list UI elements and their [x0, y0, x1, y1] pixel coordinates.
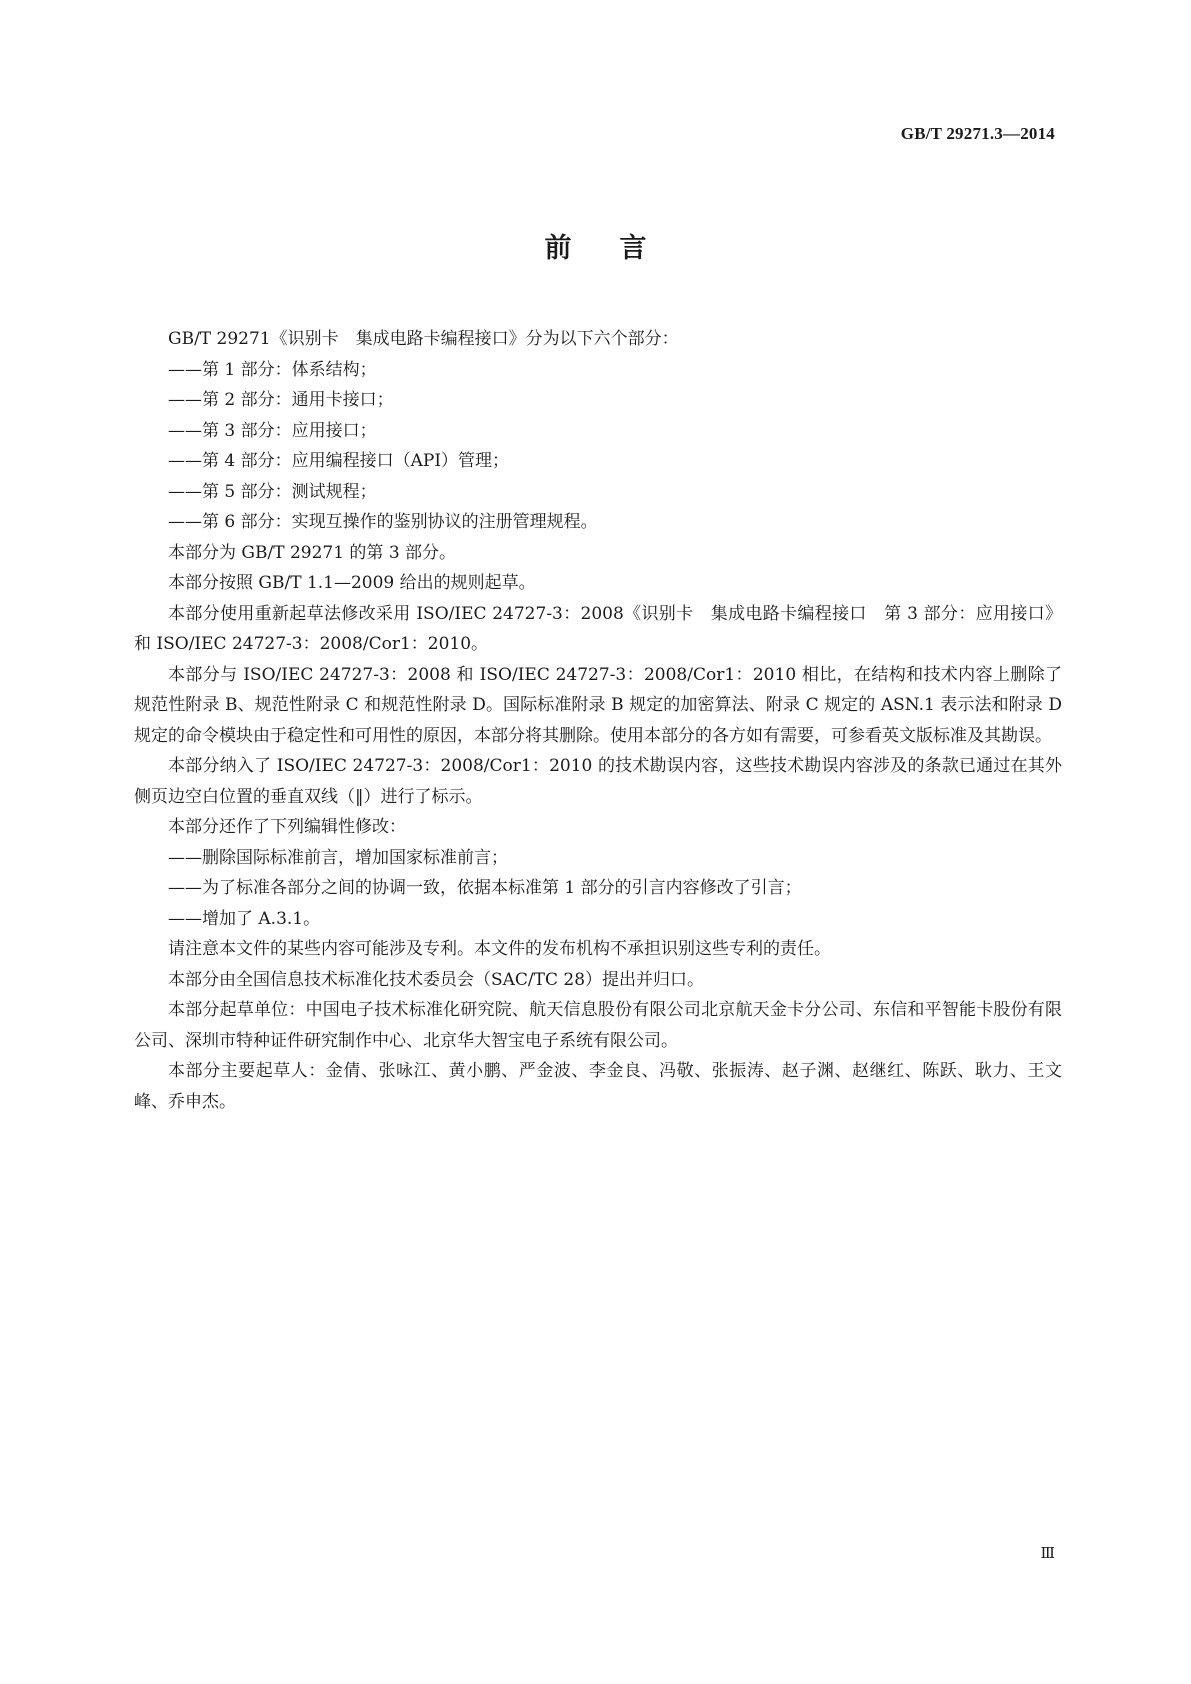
paragraph: ——为了标准各部分之间的协调一致，依据本标准第 1 部分的引言内容修改了引言；	[168, 878, 802, 898]
paragraph: ——删除国际标准前言，增加国家标准前言；	[168, 847, 508, 868]
standard-number: GB/T 29271.3—2014	[900, 124, 1055, 143]
paragraph: ——第 2 部分：通用卡接口；	[168, 390, 394, 410]
foreword-body	[134, 324, 1062, 1117]
paragraph: 本部分按照 GB/T 1.1—2009 给出的规则起草。	[168, 573, 536, 593]
paragraph: 请注意本文件的某些内容可能涉及专利。本文件的发布机构不承担识别这些专利的责任。	[168, 939, 831, 959]
paragraph: 本部分由全国信息技术标准化技术委员会（SAC/TC 28）提出并归口。	[168, 969, 705, 990]
paragraph: 本部分起草单位：中国电子技术标准化研究院、航天信息股份有限公司北京航天金卡分公司、东信和平智能卡股份有限公司、深圳市特种证件研究制作中心、北京华大智宝电子系统有限公司。	[134, 1000, 1062, 1051]
page-title: 前言	[544, 233, 695, 264]
paragraph: GB/T 29271《识别卡 集成电路卡编程接口》分为以下六个部分：	[168, 329, 679, 349]
paragraph: 本部分与 ISO/IEC 24727-3：2008 和 ISO/IEC 24727-3：2008/Cor1：2010 相比，在结构和技术内容上删除了规范性附录 B、规范性附录 C 和规范性附录 D。国际标准附录 B 规定的加密算法、附录 C 规定的 ASN.1 表示法和附录 D 规定的命令模块由于稳定性和可用性的原因，本部分将其删除。使用本部分的各方如有需要，可参看英文版标准及其勘误。	[134, 664, 1062, 746]
page-number: Ⅲ	[1040, 1546, 1055, 1562]
paragraph: ——第 5 部分：测试规程；	[168, 481, 377, 502]
paragraph: ——第 4 部分：应用编程接口（API）管理；	[168, 451, 510, 471]
paragraph: 本部分主要起草人：金倩、张咏江、黄小鹏、严金波、李金良、冯敬、张振涛、赵子渊、赵继红、陈跃、耿力、王文峰、乔申杰。	[134, 1061, 1062, 1112]
paragraph: 本部分使用重新起草法修改采用 ISO/IEC 24727-3：2008《识别卡 集成电路卡编程接口 第 3 部分：应用接口》和 ISO/IEC 24727-3：2008/Cor1：2010。	[134, 603, 1062, 654]
paragraph: ——第 3 部分：应用接口；	[168, 420, 377, 441]
paragraph: 本部分还作了下列编辑性修改：	[168, 817, 406, 837]
paragraph: 本部分为 GB/T 29271 的第 3 部分。	[168, 542, 457, 563]
paragraph: ——第 1 部分：体系结构；	[168, 359, 377, 380]
paragraph: 本部分纳入了 ISO/IEC 24727-3：2008/Cor1：2010 的技术勘误内容，这些技术勘误内容涉及的条款已通过在其外侧页边空白位置的垂直双线（‖）进行了标示。	[134, 756, 1062, 807]
paragraph: ——增加了 A.3.1。	[168, 908, 321, 929]
paragraph: ——第 6 部分：实现互操作的鉴别协议的注册管理规程。	[168, 512, 598, 532]
